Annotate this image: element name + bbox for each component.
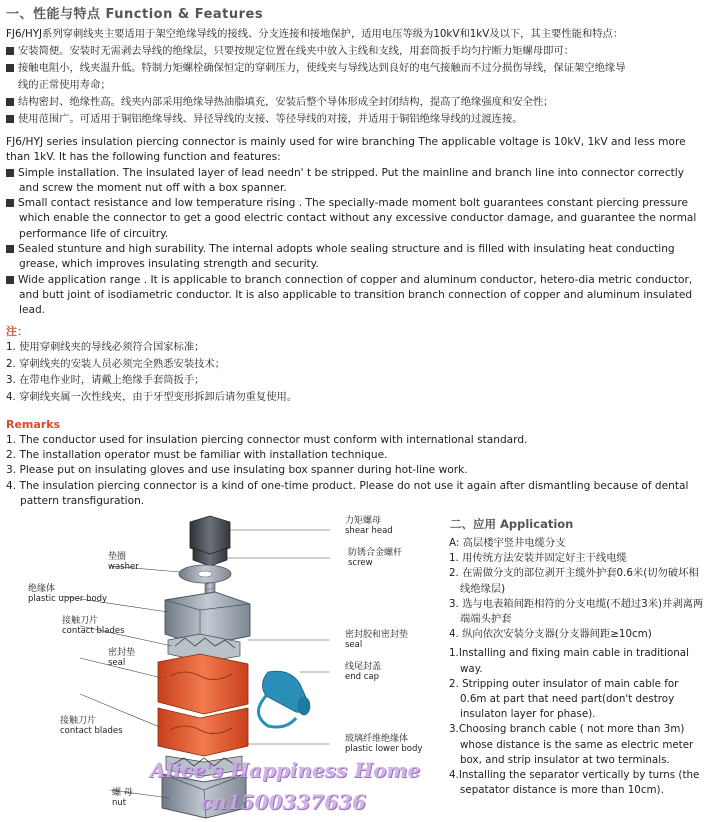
application-zh-item: 2. 在需做分支的部位剥开主缆外护套0.6米(切勿破坏相线绝缘层) <box>449 567 699 595</box>
watermark-line1: Alice's Happiness Home <box>150 758 421 782</box>
label-lower-body: 玻璃纤维绝缘体 plastic lower body <box>345 734 423 754</box>
label-shear-head: 力矩螺母 shear head <box>345 516 393 536</box>
label-screw: 防锈合金螺杆 screw <box>348 548 403 568</box>
features-zh-item-cont: 线的正常使用寿命； <box>18 79 111 91</box>
application-subtitle: A: 高层楼宇竖井电缆分支 <box>449 537 566 549</box>
application-en-item: 2. Stripping outer insulator of main cable for 0.6m at part that need part(don't destroy insulaton layer for phase). <box>449 677 679 721</box>
features-en <box>6 135 706 319</box>
features-zh-item: 安装简便。安装时无需剥去导线的绝缘层，只要按规定位置在线夹中放入主线和支线，用套筒扳手均匀拧断力矩螺母即可： <box>6 43 706 60</box>
lower-seal-part <box>158 708 248 756</box>
bullet-icon <box>6 199 14 207</box>
upper-seal-part <box>158 654 248 714</box>
application-zh-item: 1. 用传统方法安装并固定好主干线电缆 <box>449 552 627 565</box>
bullet-icon <box>6 98 14 106</box>
end-cap-part <box>258 671 310 727</box>
note-item: 1. 使用穿刺线夹的导线必须符合国家标准； <box>6 341 205 353</box>
note-item: 2. 穿刺线夹的安装人员必须完全熟悉安装技术； <box>6 357 226 370</box>
application-en-item: 1.Installing and fixing main cable in traditional way. <box>449 647 689 675</box>
features-zh-intro: FJ6/HYJ系列穿刺线夹主要适用于架空绝缘导线的接线、分支连接和接地保护，适用电压等级为10kV和1kV及以下，其主要性能和特点： <box>6 28 624 40</box>
remark-item: 3. Please put on insulating gloves and use insulating box spanner during hot-line work. <box>6 464 468 477</box>
bullet-icon <box>6 47 14 55</box>
label-washer: 垫圈 washer <box>108 552 139 572</box>
remarks-list <box>6 433 706 509</box>
remark-item: 4. The insulation piercing connector is a kind of one-time product. Please do not use it again after dismantling because of dental pattern transfiguration. <box>6 479 689 507</box>
section-title: 一、性能与特点 Function & Features <box>6 7 264 22</box>
bullet-icon <box>6 64 14 72</box>
bullet-icon <box>6 115 14 123</box>
notes-list <box>6 339 297 406</box>
bullet-icon <box>6 169 14 177</box>
label-contact-blades-top: 接触刀片 contact blades <box>62 616 125 636</box>
remarks-title: Remarks <box>6 418 61 431</box>
label-nut: 螺 母 nut <box>112 788 133 808</box>
application-title: 二、应用 Application <box>450 517 574 531</box>
notes-title: 注： <box>6 325 28 338</box>
features-en-item: Small contact resistance and low temperature rising . The specially-made moment bolt guarantees constant piercing pressure which enable the connector to get a good electric contact without any excessive conductor damage, and guarantee the normal performance life of circuitry. <box>6 196 706 242</box>
application-zh-item: 3. 选与电表箱间距相符的分支电缆(不超过3米)并剥离两端端头护套 <box>449 597 704 626</box>
features-en-intro: FJ6/HYJ series insulation piercing connector is mainly used for wire branching The applicable voltage is 10kV, 1kV and less more than 1kV. It has the following function and features: <box>6 136 686 164</box>
remark-item: 1. The conductor used for insulation piercing connector must conform with international standard. <box>6 434 528 446</box>
label-seal-right: 密封胶和密封垫 seal <box>345 630 409 650</box>
bullet-icon <box>6 245 14 253</box>
features-zh-item: 使用范围广。可适用于铜铝绝缘导线、异径导线的支接、等径导线的对接，并适用于铜铝绝缘导线的过渡连接。 <box>6 111 706 128</box>
label-contact-blades-bottom: 接触刀片 contact blades <box>60 716 123 736</box>
remark-item: 2. The installation operator must be familiar with installation technique. <box>6 449 388 462</box>
features-zh-item: 接触电阻小，线夹温升低。特制力矩螺栓确保恒定的穿刺压力，使线夹与导线达到良好的电气接触而不过分损伤导线，保证架空绝缘导 <box>6 60 706 77</box>
shear-head-part <box>190 516 230 566</box>
watermark-line2: cn1500337636 <box>200 790 366 814</box>
note-item: 4. 穿刺线夹属一次性线夹，由于牙型变形拆卸后请勿重复使用。 <box>6 391 298 404</box>
features-en-item: Simple installation. The insulated layer of lead needn' t be stripped. Put the mainline and branch line into connector correctly and screw the moment nut off with a box spanner. <box>6 166 706 197</box>
features-zh <box>6 26 706 128</box>
label-upper-body: 绝缘体 plastic upper body <box>28 584 108 604</box>
application-en-item: 4.Installing the separator vertically by turns (the sepatator distance is more than 10cm). <box>449 769 700 797</box>
features-en-item: Wide application range . It is applicable to branch connection of copper and aluminum conductor, hetero-dia metric conductor, and butt joint of isodiametric conductor. It is also applicable to transition branch connection of copper and aluminum insulated lead. <box>6 273 706 319</box>
label-end-cap: 线尾封盖 end cap <box>345 662 382 682</box>
note-item: 3. 在带电作业时，请戴上绝缘手套筒扳手； <box>6 374 205 387</box>
features-en-item: Sealed stunture and high surability. The internal adopts whole sealing structure and is filled with insulating heat conducting grease, which improves insulating strength and security. <box>6 242 706 273</box>
application-zh-item: 4. 纵向依次安装分支器(分支器间距≥10cm) <box>449 628 652 641</box>
bullet-icon <box>6 276 14 284</box>
label-seal-left: 密封垫 seal <box>108 648 136 668</box>
features-zh-item: 结构密封、绝缘性高。线夹内部采用绝缘导热油脂填充，安装后整个导体形成全封闭结构，提高了绝缘强度和安全性； <box>6 94 706 111</box>
application-en-item: 3.Choosing branch cable ( not more than 3m) whose distance is the same as electric meter box, and strip insulator at two terminals. <box>449 723 694 766</box>
application-section <box>449 536 707 798</box>
